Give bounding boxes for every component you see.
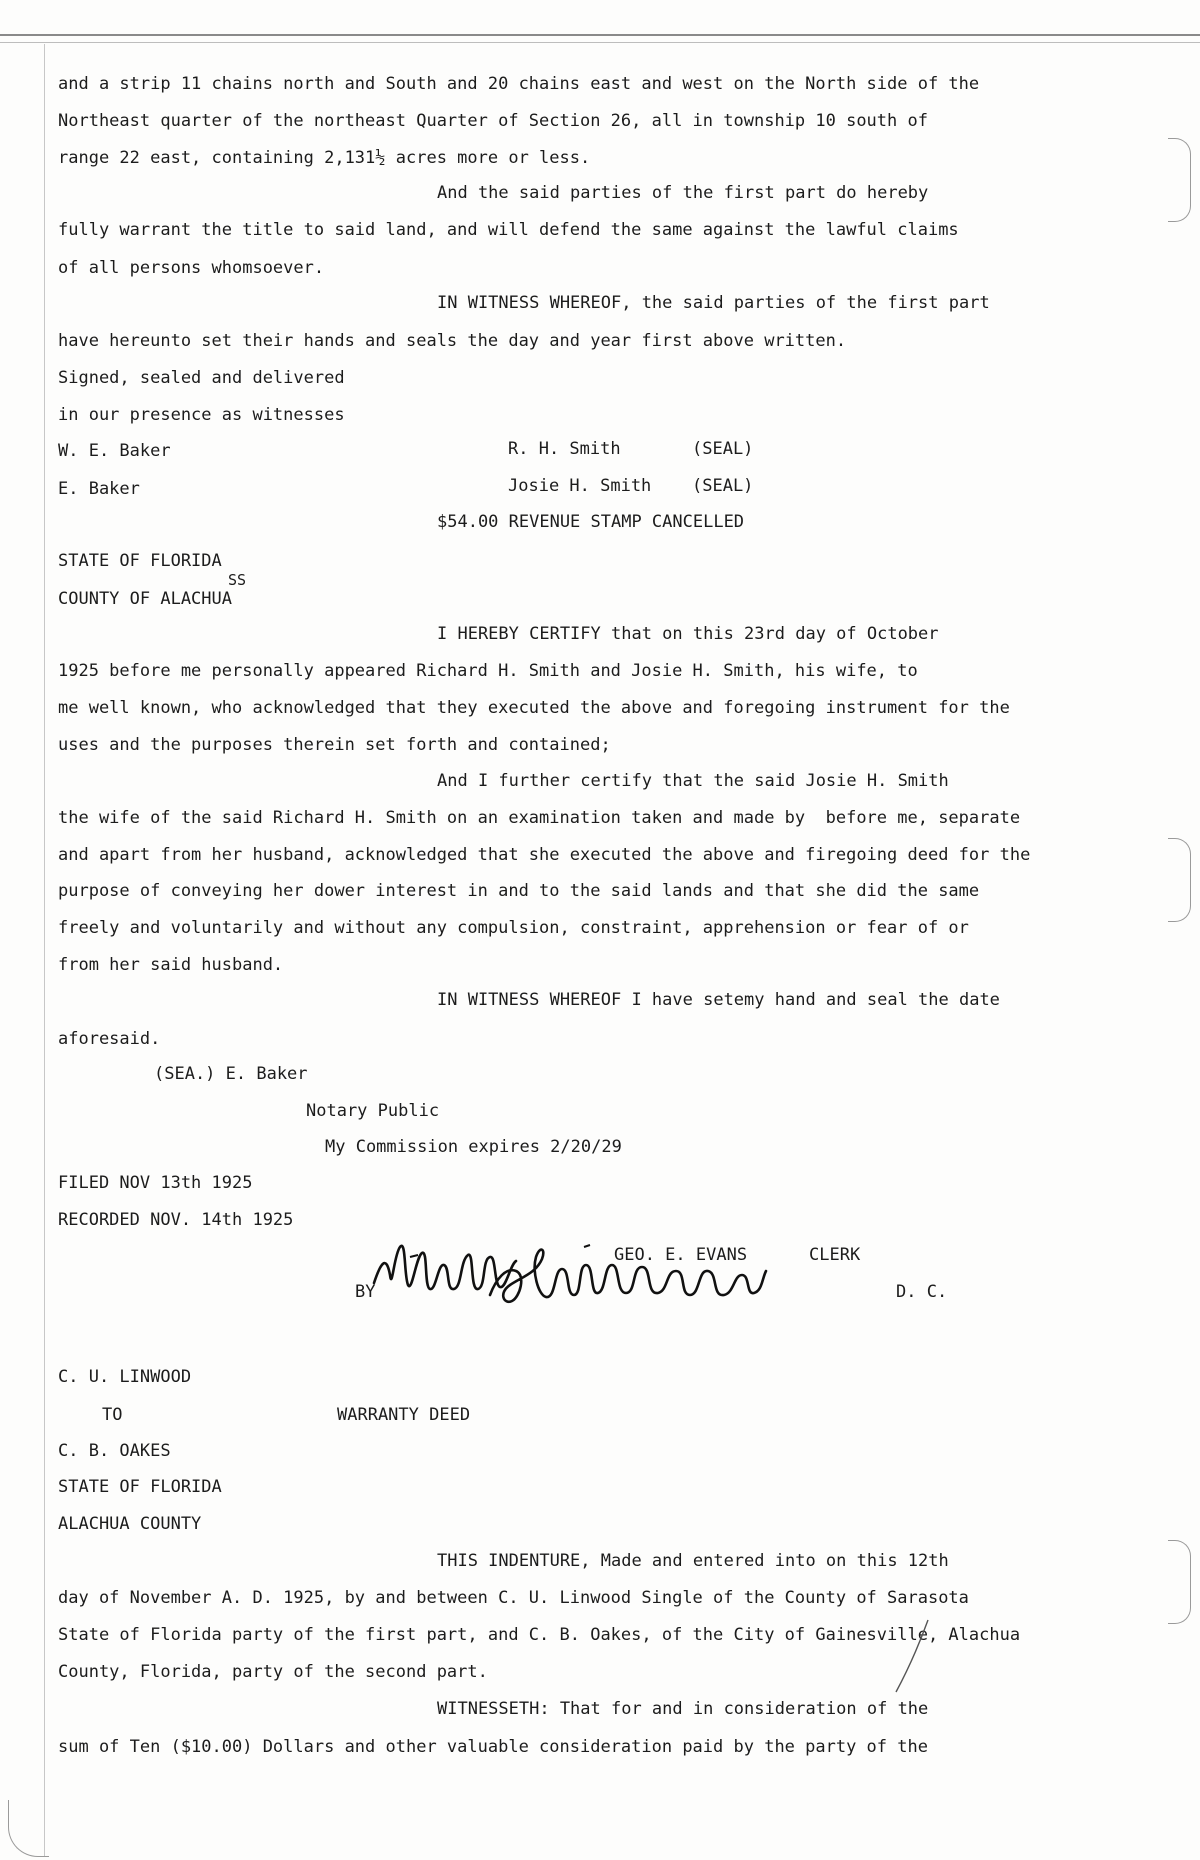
left-margin-rule — [44, 44, 45, 1856]
deed1-warranty-line: fully warrant the title to said land, and will defend the same against the lawful claims — [58, 220, 959, 240]
deed2-type: WARRANTY DEED — [337, 1405, 471, 1425]
deed1-description-line: Northeast quarter of the northeast Quarter of Section 26, all in township 10 south of — [58, 111, 928, 131]
ack-further-line: And I further certify that the said Josie H. Smith — [437, 771, 949, 791]
deed2-witnesseth-line: sum of Ten ($10.00) Dollars and other valuable consideration paid by the party of the — [58, 1737, 928, 1757]
deed1-description-line: range 22 east, containing 2,131½ acres more or less. — [58, 148, 591, 168]
deputy-clerk-signature — [370, 1235, 770, 1315]
deed1-witness-line: have hereunto set their hands and seals the day and year first above written. — [58, 331, 847, 351]
signer-name: Josie H. Smith — [508, 476, 652, 496]
deed2-to: TO — [102, 1405, 123, 1425]
by-label: BY — [355, 1282, 376, 1302]
ack-county: COUNTY OF ALACHUA — [58, 589, 232, 609]
binder-hole-middle — [1168, 838, 1191, 922]
ack-certify-line: I HEREBY CERTIFY that on this 23rd day of October — [437, 624, 939, 644]
deed2-indenture-line: State of Florida party of the first part, and C. B. Oakes, of the City of Gainesville, Alachua — [58, 1625, 1021, 1645]
deed1-witness-line: IN WITNESS WHEREOF, the said parties of the first part — [437, 293, 990, 313]
deputy-clerk-label: D. C. — [896, 1282, 948, 1302]
ack-certify-line: me well known, who acknowledged that they executed the above and foregoing instrument for the — [58, 698, 1010, 718]
witness-name: E. Baker — [58, 479, 140, 499]
deed2-indenture-line: THIS INDENTURE, Made and entered into on this 12th — [437, 1551, 949, 1571]
ack-certify-line: 1925 before me personally appeared Richard H. Smith and Josie H. Smith, his wife, to — [58, 661, 918, 681]
ack-certify-line: uses and the purposes therein set forth and contained; — [58, 735, 611, 755]
ss-mark: SS — [228, 571, 247, 589]
ack-further-line: from her said husband. — [58, 955, 284, 975]
deed2-indenture-line: County, Florida, party of the second part. — [58, 1662, 488, 1682]
notary-seal-line: (SEA.) E. Baker — [154, 1064, 308, 1084]
ack-further-line: purpose of conveying her dower interest in and to the said lands and that she did the same — [58, 881, 980, 901]
deed1-description-line: and a strip 11 chains north and South and 20 chains east and west on the North side of the — [58, 74, 980, 94]
ack-further-line: the wife of the said Richard H. Smith on an examination taken and made by before me, separate — [58, 808, 1021, 828]
binder-hole-top — [1168, 138, 1191, 222]
ack-further-line: and apart from her husband, acknowledged that she executed the above and firegoing deed for the — [58, 845, 1031, 865]
deed1-warranty-line: of all persons whomsoever. — [58, 258, 325, 278]
deed2-grantor: C. U. LINWOOD — [58, 1367, 192, 1387]
deed2-witnesseth-line: WITNESSETH: That for and in consideration of the — [437, 1699, 929, 1719]
clerk-title: CLERK — [809, 1245, 861, 1265]
deed2-state: STATE OF FLORIDA — [58, 1477, 222, 1497]
ack-further-line: freely and voluntarily and without any compulsion, constraint, apprehension or fear of or — [58, 918, 969, 938]
clerk-name: GEO. E. EVANS — [614, 1245, 748, 1265]
deed2-county: ALACHUA COUNTY — [58, 1514, 202, 1534]
notary-commission: My Commission expires 2/20/29 — [325, 1137, 622, 1157]
stray-pen-mark — [892, 1618, 932, 1694]
ack-state: STATE OF FLORIDA — [58, 551, 222, 571]
witness-name: W. E. Baker — [58, 441, 171, 461]
page-corner-curl — [8, 1800, 49, 1857]
filed-date: FILED NOV 13th 1925 — [58, 1173, 253, 1193]
signer-seal: (SEAL) — [692, 439, 754, 459]
deed2-indenture-line: day of November A. D. 1925, by and between C. U. Linwood Single of the County of Sarasota — [58, 1588, 969, 1608]
deed1-signed-line: Signed, sealed and delivered — [58, 368, 345, 388]
revenue-stamp-note: $54.00 REVENUE STAMP CANCELLED — [437, 512, 745, 532]
ack-witness-line: aforesaid. — [58, 1029, 161, 1049]
binder-hole-bottom — [1168, 1540, 1191, 1624]
top-border-rule — [0, 34, 1200, 43]
notary-title: Notary Public — [306, 1101, 440, 1121]
deed2-grantee: C. B. OAKES — [58, 1441, 171, 1461]
deed1-signed-line: in our presence as witnesses — [58, 405, 345, 425]
deed1-warranty-line: And the said parties of the first part do hereby — [437, 183, 929, 203]
recorded-date: RECORDED NOV. 14th 1925 — [58, 1210, 294, 1230]
signer-name: R. H. Smith — [508, 439, 621, 459]
ack-witness-line: IN WITNESS WHEREOF I have setemy hand and seal the date — [437, 990, 1000, 1010]
signer-seal: (SEAL) — [692, 476, 754, 496]
